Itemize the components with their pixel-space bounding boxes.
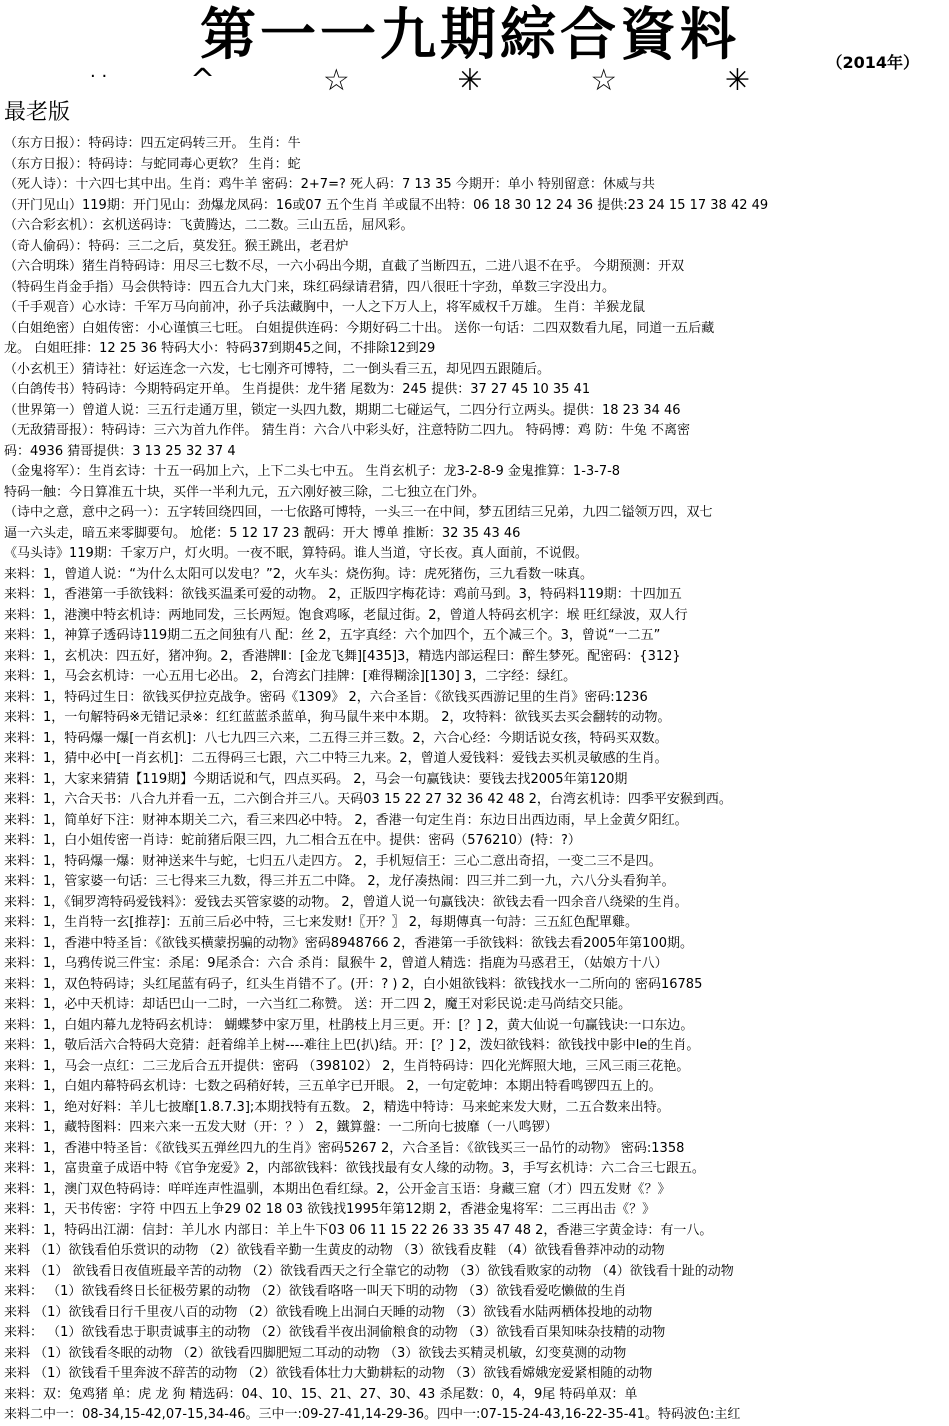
text-line: （六合彩玄机）：玄机送码诗：飞黄腾达，二二数。三山五岳，屈风彩。: [4, 218, 414, 233]
text-line: 来料：1，绝对好料：羊儿七披靡[1.8.7.3];本期找特有五数。 2，精选中特诗：马来蛇来发大财，二五合数来出特。: [4, 1099, 670, 1115]
text-line: 来料：1，大家来猜猜【119期】今期话说和气，四点买码。 2，马会一句赢钱诀：要钱去找2005年第120期: [4, 771, 628, 787]
text-line: （开门见山）119期：开门见山：劲爆龙凤码：16或07 五个生肖 羊或鼠不出特：06 18 30 12 24 36 提供:23 24 15 17 38 42 49: [4, 197, 769, 213]
text-line: （白姐绝密）白姐传密：小心谨慎三七旺。 白姐提供连码：今期好码二十出。 送你一句话：二四双数看九尾，同道一五后藏: [4, 320, 715, 336]
text-line: 来料：1，敬后活六合特码大竞猜：赶着绵羊上树----难往上巴(扒)结。开：[？] 2，泼妇欲钱料：欲钱找中影中le的生肖。: [4, 1038, 700, 1053]
text-line: 来料：1，必中天机诗：却话巴山一二时，一六当红二称赞。 送：开二四 2，魔王对彩民说:走马尚结交只能。: [4, 997, 632, 1012]
text-line: 来料：1，白姐内幕九龙特码玄机诗： 蝴蝶梦中家万里，杜鹃枝上月三更。开：[？] 2，黄大仙说一句赢钱诀:一口东边。: [4, 1017, 694, 1033]
text-line: 来料：1，天书传密：字符 中四五上争29 02 18 03 欲钱找1995年第12期 2，香港金鬼将军：二三再出击《？》: [4, 1202, 656, 1217]
text-line: 来料：1，双色特码诗；头红尾蓝有码子，红头生肖错不了。(开：? ) 2，白小姐欲钱料：欲钱找水一二所向的 密码16785: [4, 976, 703, 992]
text-line: 来料：1，猜中必中[一肖玄机]：二五得码三七跟，六二中特三九来。2，曾道人爱钱料：爱钱去买机灵敏感的生肖。: [4, 751, 668, 766]
header: [0, 0, 949, 125]
text-line: 来料：1，白姐内幕特码玄机诗：七数之码稍好转，三五单字已开眼。 2，一句定乾坤：本期出特看鸣锣四五上的。: [4, 1079, 662, 1094]
decorative-dots: · ·: [90, 66, 108, 87]
text-line: 来料：1，特码过生日：欲钱买伊拉克战争。密码《1309》 2，六合圣旨：《欲钱买西游记里的生肖》密码:1236: [4, 689, 648, 705]
text-line: （特码生肖金手指）马会供特诗：四五合九大门来，珠红码绿请君猜，四八很旺十字劲，单数三字没出力。: [4, 279, 616, 295]
text-line: 来料：1，马会玄机诗：一心五用七必出。 2，台湾玄门挂牌：[难得糊涂][130] 3，二字经：绿红。: [4, 669, 577, 684]
text-line: 来料：1，香港中特圣旨：《欲钱买五弹丝四九的生肖》密码5267 2，六合圣旨：《欲钱买三一品竹的动物》 密码:1358: [4, 1140, 685, 1156]
text-line: 《马头诗》119期：千家万户，灯火明。一夜不眠，算特码。谁人当道，守长夜。真人面前，不说假。: [4, 546, 588, 561]
text-line: 来料二中一：08-34,15-42,07-15,34-46。三中一:09-27-41,14-29-36。四中一:07-15-24-43,16-22-35-41。特码波色:主红: [4, 1407, 741, 1422]
text-line: 逼一六头走，暗五来零脚要句。 尬佬：5 12 17 23 靓码：开大 博单 推断：32 35 43 46: [4, 525, 521, 541]
text-line: （无敌猜哥报）：特码诗：三六为首九作伴。 猜生肖：六合八中彩头好，注意特防二四九。 特码博：鸡 防：牛兔 不离密: [4, 423, 691, 438]
text-line: 来料：1，六合天书：八合九并看一五，二六倒合并三八。天码03 15 22 27 32 36 42 48 2，台湾玄机诗：四季平安猴到西。: [4, 792, 732, 807]
text-line: 特码一触：今日算准五十块，买伴一半利九元，五六刚好被三除，二七独立在门外。: [4, 484, 486, 500]
text-line: 来料：1，富贵童子成语中特《官争宠爱》2，内部欲钱料：欲钱找最有女人缘的动物。3，手写玄机诗：六二合三七跟五。: [4, 1161, 705, 1176]
star-icon: ☆: [322, 63, 350, 98]
text-line: 来料：1，特码爆一爆[一肖玄机]：八七九四三六来，二五得三并三数。2，六合心经：今期话说女孩，特码买双数。: [4, 730, 668, 746]
text-line: （东方日报）：特码诗：四五定码转三开。 生肖：牛: [4, 136, 301, 151]
text-line: 来料：1，香港第一手欲钱料：欲钱买温柔可爱的动物。 2，正版四字梅花诗：鸡前马到。3，特码料119期：十四加五: [4, 587, 682, 602]
text-line: 来料：1，管家婆一句话：三七得来三九数，得三并五二中降。 2，龙仔凑热闹：四三并二到一九，六八分头看狗羊。: [4, 874, 675, 889]
text-line: 来料：1，特码出江湖：信封：羊儿水 内部日：羊上牛下03 06 11 15 22 26 33 35 47 48 2，香港三字黄金诗：有一八。: [4, 1222, 713, 1238]
text-line: （小玄机王）猜诗社：好运连念一六发，七七刚齐可博特，二一倒头看三五，却见四五跟随后。: [4, 361, 551, 377]
star-icon: ☆: [590, 63, 618, 98]
text-line: 来料：1，白小姐传密一肖诗：蛇前猪后限三四，九二相合五在中。提供：密码（576210）(特：?）: [4, 833, 581, 848]
text-line: 来料：1，生肖特一玄[推荐]：五前三后必中特，三七来发财!〖开？〗 2，每期傳真一句詩：三五紅色配單雞。: [4, 915, 639, 930]
year-label: （2014年）: [826, 53, 919, 72]
text-line: 来料：1，香港中特圣旨：《欲钱买横蒙拐骗的动物》密码8948766 2，香港第一手欲钱料：欲钱去看2005年第100期。: [4, 935, 693, 951]
text-line: （奇人偷码）：特码：三二之后，莫发狂。猴王跳出，老君炉: [4, 238, 349, 254]
text-line: 来料：1，一句解特码※无错记录※：红红蓝蓝杀蓝单，狗马鼠牛来中本期。 2，攻特料：欲钱买去买会翻转的动物。: [4, 710, 671, 725]
text-line: 来料：1，神算子透码诗119期二五之间独有八 配：丝 2，五字真经：六个加四个，五个减三个。3，曾说“一二五”: [4, 628, 661, 643]
text-line: （金鬼将军）：生肖玄诗：十五一码加上六，上下二头七中五。 生肖玄机子：龙3-2-8-9 金鬼推算：1-3-7-8: [4, 464, 621, 479]
text-line: 来料：1，藏特图料：四来六来一五发大财（开：？） 2，鐵算盤：一二所向七披靡（一八鸣锣）: [4, 1120, 558, 1135]
text-line: 来料 （1）欲钱看伯乐赏识的动物 （2）欲钱看辛勤一生黄皮的动物 （3）欲钱看皮鞋 （4）欲钱看鲁莽冲动的动物: [4, 1243, 665, 1258]
text-line: 来料 （1）欲钱看冬眠的动物 （2）欲钱看四脚肥短二耳动的动物 （3）欲钱去买精灵机敏，幻变莫测的动物: [4, 1345, 627, 1361]
text-line: 来料：1，曾道人说：“为什么太阳可以发电？”2，火车头：烧伤狗。诗：虎死猪伤，三九看数一味真。: [4, 566, 594, 582]
text-line: 来料：1，澳门双色特码诗：咩咩连声性温驯，本期出色看红绿。2，公开金言玉语：身藏三窟（才）四五发财《？》: [4, 1181, 671, 1197]
text-line: 码：4936 猜哥提供：3 13 25 32 37 4: [4, 443, 236, 459]
text-line: （诗中之意，意中之码一）：五字转回绕四回，一七依路可博特，一头三一在中间，梦五团结三兄弟，九四二镒领万四，双七: [4, 505, 713, 520]
text-line: 来料： （1）欲钱看忠于职责诚事主的动物 （2）欲钱看半夜出洞偷粮食的动物 （3）欲钱看百果知味杂技精的动物: [4, 1325, 666, 1340]
text-line: 来料 （1） 欲钱看日夜值班最辛苦的动物 （2）欲钱看西天之行全靠它的动物 （3）欲钱看败家的动物 （4）欲钱看十趾的动物: [4, 1263, 734, 1279]
caret-icon: ^: [190, 63, 216, 98]
text-line: 来料：双：兔鸡猪 单：虎 龙 狗 精选码：04、10、15、21、27、30、43 杀尾数：0，4，9尾 特码单双：单: [4, 1386, 638, 1402]
text-line: 来料：1，特码爆一爆：财神送来牛与蛇，七归五八走四方。 2，手机短信王：三心二意出奇招，一变二三不是四。: [4, 853, 662, 869]
text-line: 来料：1，港澳中特玄机诗：两地同发，三长两短。饱食鸡啄，老鼠过街。2，曾道人特码玄机字：堠 旺红绿波，双人行: [4, 607, 688, 623]
text-line: （千手观音）心水诗：千军万马向前冲，孙子兵法藏胸中，一人之下万人上，将军威权千万雄。 生肖：羊猴龙鼠: [4, 300, 646, 315]
text-line: 来料：1，简单好下注：财神本期关二六，看三来四必中特。 2，香港一句定生肖：东边日出西边雨，早上金黄夕阳红。: [4, 812, 688, 828]
star-decoration-row: [190, 63, 750, 98]
text-line: 来料：1，马会一点红：二三龙后合五开提供：密码 （398102） 2，生肖特码诗：四化光辉照大地，三风三雨三花艳。: [4, 1058, 690, 1074]
asterisk-icon: ✳: [724, 63, 750, 98]
text-line: （东方日报）：特码诗：与蛇同毒心更软？ 生肖：蛇: [4, 156, 301, 172]
text-line: 来料：1，《铜罗湾特码爱钱料》：爱钱去买管家婆的动物。 2，曾道人说一句赢钱决：欲钱去看一四余音八绕梁的生肖。: [4, 894, 688, 910]
content-lines: [4, 134, 946, 1426]
text-line: 来料：1，玄机决：四五好，猪冲狗。2，香港牌Ⅱ：[金龙飞舞][435]3，精选内部运程曰：醉生梦死。配密码：{312}: [4, 648, 681, 664]
text-line: 龙。 白姐旺排：12 25 36 特码大小：特码37到期45之间，不排除12到29: [4, 341, 436, 356]
text-line: （死人诗）：十六四七其中出。生肖：鸡牛羊 密码：2+7=? 死人码：7 13 35 今期开：单小 特别留意：休威与共: [4, 177, 655, 192]
text-line: （世界第一）曾道人说：三五行走通万里，锁定一头四九数，期期二七碰运气，二四分行立两头。提供：18 23 34 46: [4, 402, 681, 418]
page-title: 第一一九期綜合資料: [200, 2, 740, 68]
text-line: 来料 （1）欲钱看日行千里夜八百的动物 （2）欲钱看晚上出洞白天睡的动物 （3）欲钱看水陆两栖体投地的动物: [4, 1304, 653, 1320]
edition-label: 最老版: [4, 100, 71, 125]
asterisk-icon: ✳: [457, 63, 483, 98]
text-line: （白鸽传书）特码诗：今期特码定开单。 生肖提供：龙牛猪 尾数为：245 提供：37 27 45 10 35 41: [4, 382, 591, 397]
text-line: 来料： （1）欲钱看终日长征极劳累的动物 （2）欲钱看咯咯一叫天下明的动物 （3）欲钱看爱吃懒做的生肖: [4, 1284, 627, 1299]
text-line: 来料 （1）欲钱看千里奔波不辞苦的动物 （2）欲钱看体壮力大勤耕耘的动物 （3）欲钱看嫦娥宠爱紧相随的动物: [4, 1366, 653, 1381]
text-line: （六合明珠）猪生肖特码诗：用尽三七数不尽，一六小码出今期，直截了当断四五，二进八退不在乎。 今期预测：开双: [4, 259, 685, 274]
text-line: 来料：1，乌鸦传说三件宝：杀尾：9尾杀合：六合 杀肖：鼠猴牛 2，曾道人精选：指鹿为马惑君王，（姑娘方十八）: [4, 956, 668, 971]
